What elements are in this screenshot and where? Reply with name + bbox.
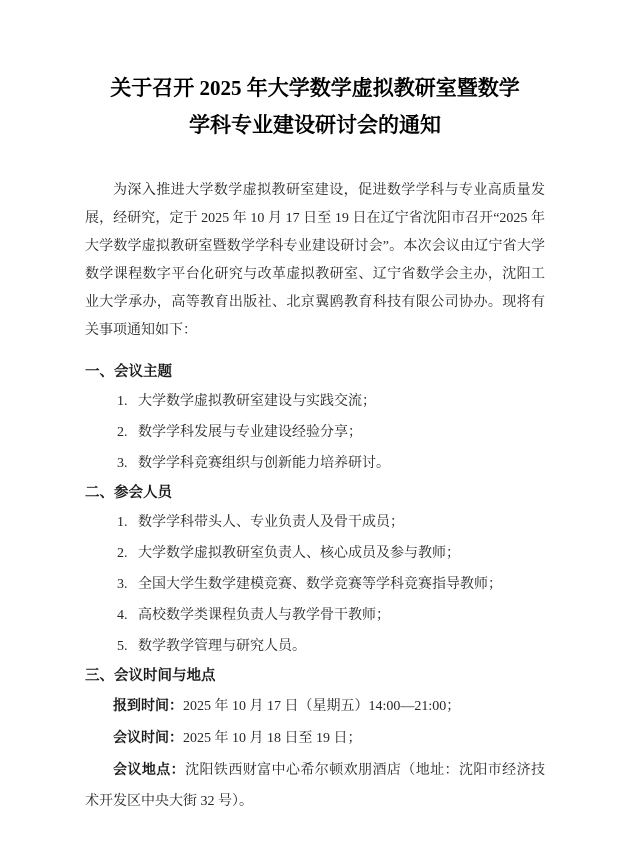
detail-checkin-time <box>85 690 545 722</box>
list-item <box>85 448 545 479</box>
list-item-text: 数学学科竞赛组织与创新能力培养研讨。 <box>138 456 390 471</box>
document-content <box>85 0 545 817</box>
list-item-number: 1. <box>117 515 128 530</box>
section-meeting-topics <box>85 358 545 479</box>
detail-text: 沈阳铁西财富中心希尔顿欢朋酒店（地址：沈阳市经济技术开发区中央大街 32 号）。 <box>85 763 546 809</box>
detail-meeting-time <box>85 722 545 754</box>
list-item-text: 大学数学虚拟教研室负责人、核心成员及参与教师； <box>138 546 460 561</box>
list-item <box>85 507 545 538</box>
list-item-number: 2. <box>117 425 128 440</box>
title-line-1: 关于召开 2025 年大学数学虚拟教研室暨数学 <box>110 76 520 100</box>
list-item-text: 数学学科发展与专业建设经验分享； <box>138 425 362 440</box>
title-line-2: 学科专业建设研讨会的通知 <box>189 113 441 137</box>
detail-label: 报到时间： <box>113 697 183 713</box>
list-item <box>85 569 545 600</box>
intro-paragraph: 为深入推进大学数学虚拟教研室建设，促进数学学科与专业高质量发展，经研究，定于 2025 年 10 月 17 日至 19 日在辽宁省沈阳市召开“2025 年大学数学虚拟教研室暨数学学科专业建设研讨会”。本次会议由辽宁省大学数学课程数字平台化研究与改革虚拟教研室、辽宁省数学会主办，沈阳工业大学承办，高等教育出版社、北京翼鸥教育科技有限公司协办。现将有关事项通知如下： <box>85 183 545 338</box>
section-heading-topics: 一、会议主题 <box>85 364 172 380</box>
list-item-text: 全国大学生数学建模竞赛、数学竞赛等学科竞赛指导教师； <box>138 577 502 592</box>
section-heading-time-location: 三、会议时间与地点 <box>85 668 216 684</box>
list-item <box>85 600 545 631</box>
detail-meeting-location <box>85 754 545 817</box>
detail-text: 2025 年 10 月 18 日至 19 日； <box>183 731 362 746</box>
section-time-location <box>85 662 545 817</box>
list-item-text: 数学学科带头人、专业负责人及骨干成员； <box>138 515 404 530</box>
section-participants <box>85 479 545 662</box>
detail-label: 会议地点： <box>113 761 186 777</box>
list-item-text: 数学教学管理与研究人员。 <box>138 639 306 654</box>
list-item-text: 大学数学虚拟教研室建设与实践交流； <box>138 394 376 409</box>
list-item-text: 高校数学类课程负责人与教学骨干教师； <box>138 608 390 623</box>
document-title <box>85 70 545 144</box>
list-item-number: 4. <box>117 608 128 623</box>
list-item-number: 3. <box>117 456 128 471</box>
list-item <box>85 631 545 662</box>
list-item-number: 2. <box>117 546 128 561</box>
list-item-number: 3. <box>117 577 128 592</box>
detail-text: 2025 年 10 月 17 日（星期五）14:00—21:00； <box>183 699 461 714</box>
list-item-number: 1. <box>117 394 128 409</box>
detail-label: 会议时间： <box>113 729 183 745</box>
section-heading-participants: 二、参会人员 <box>85 485 172 501</box>
list-item <box>85 417 545 448</box>
list-item <box>85 538 545 569</box>
list-item <box>85 386 545 417</box>
list-item-number: 5. <box>117 639 128 654</box>
